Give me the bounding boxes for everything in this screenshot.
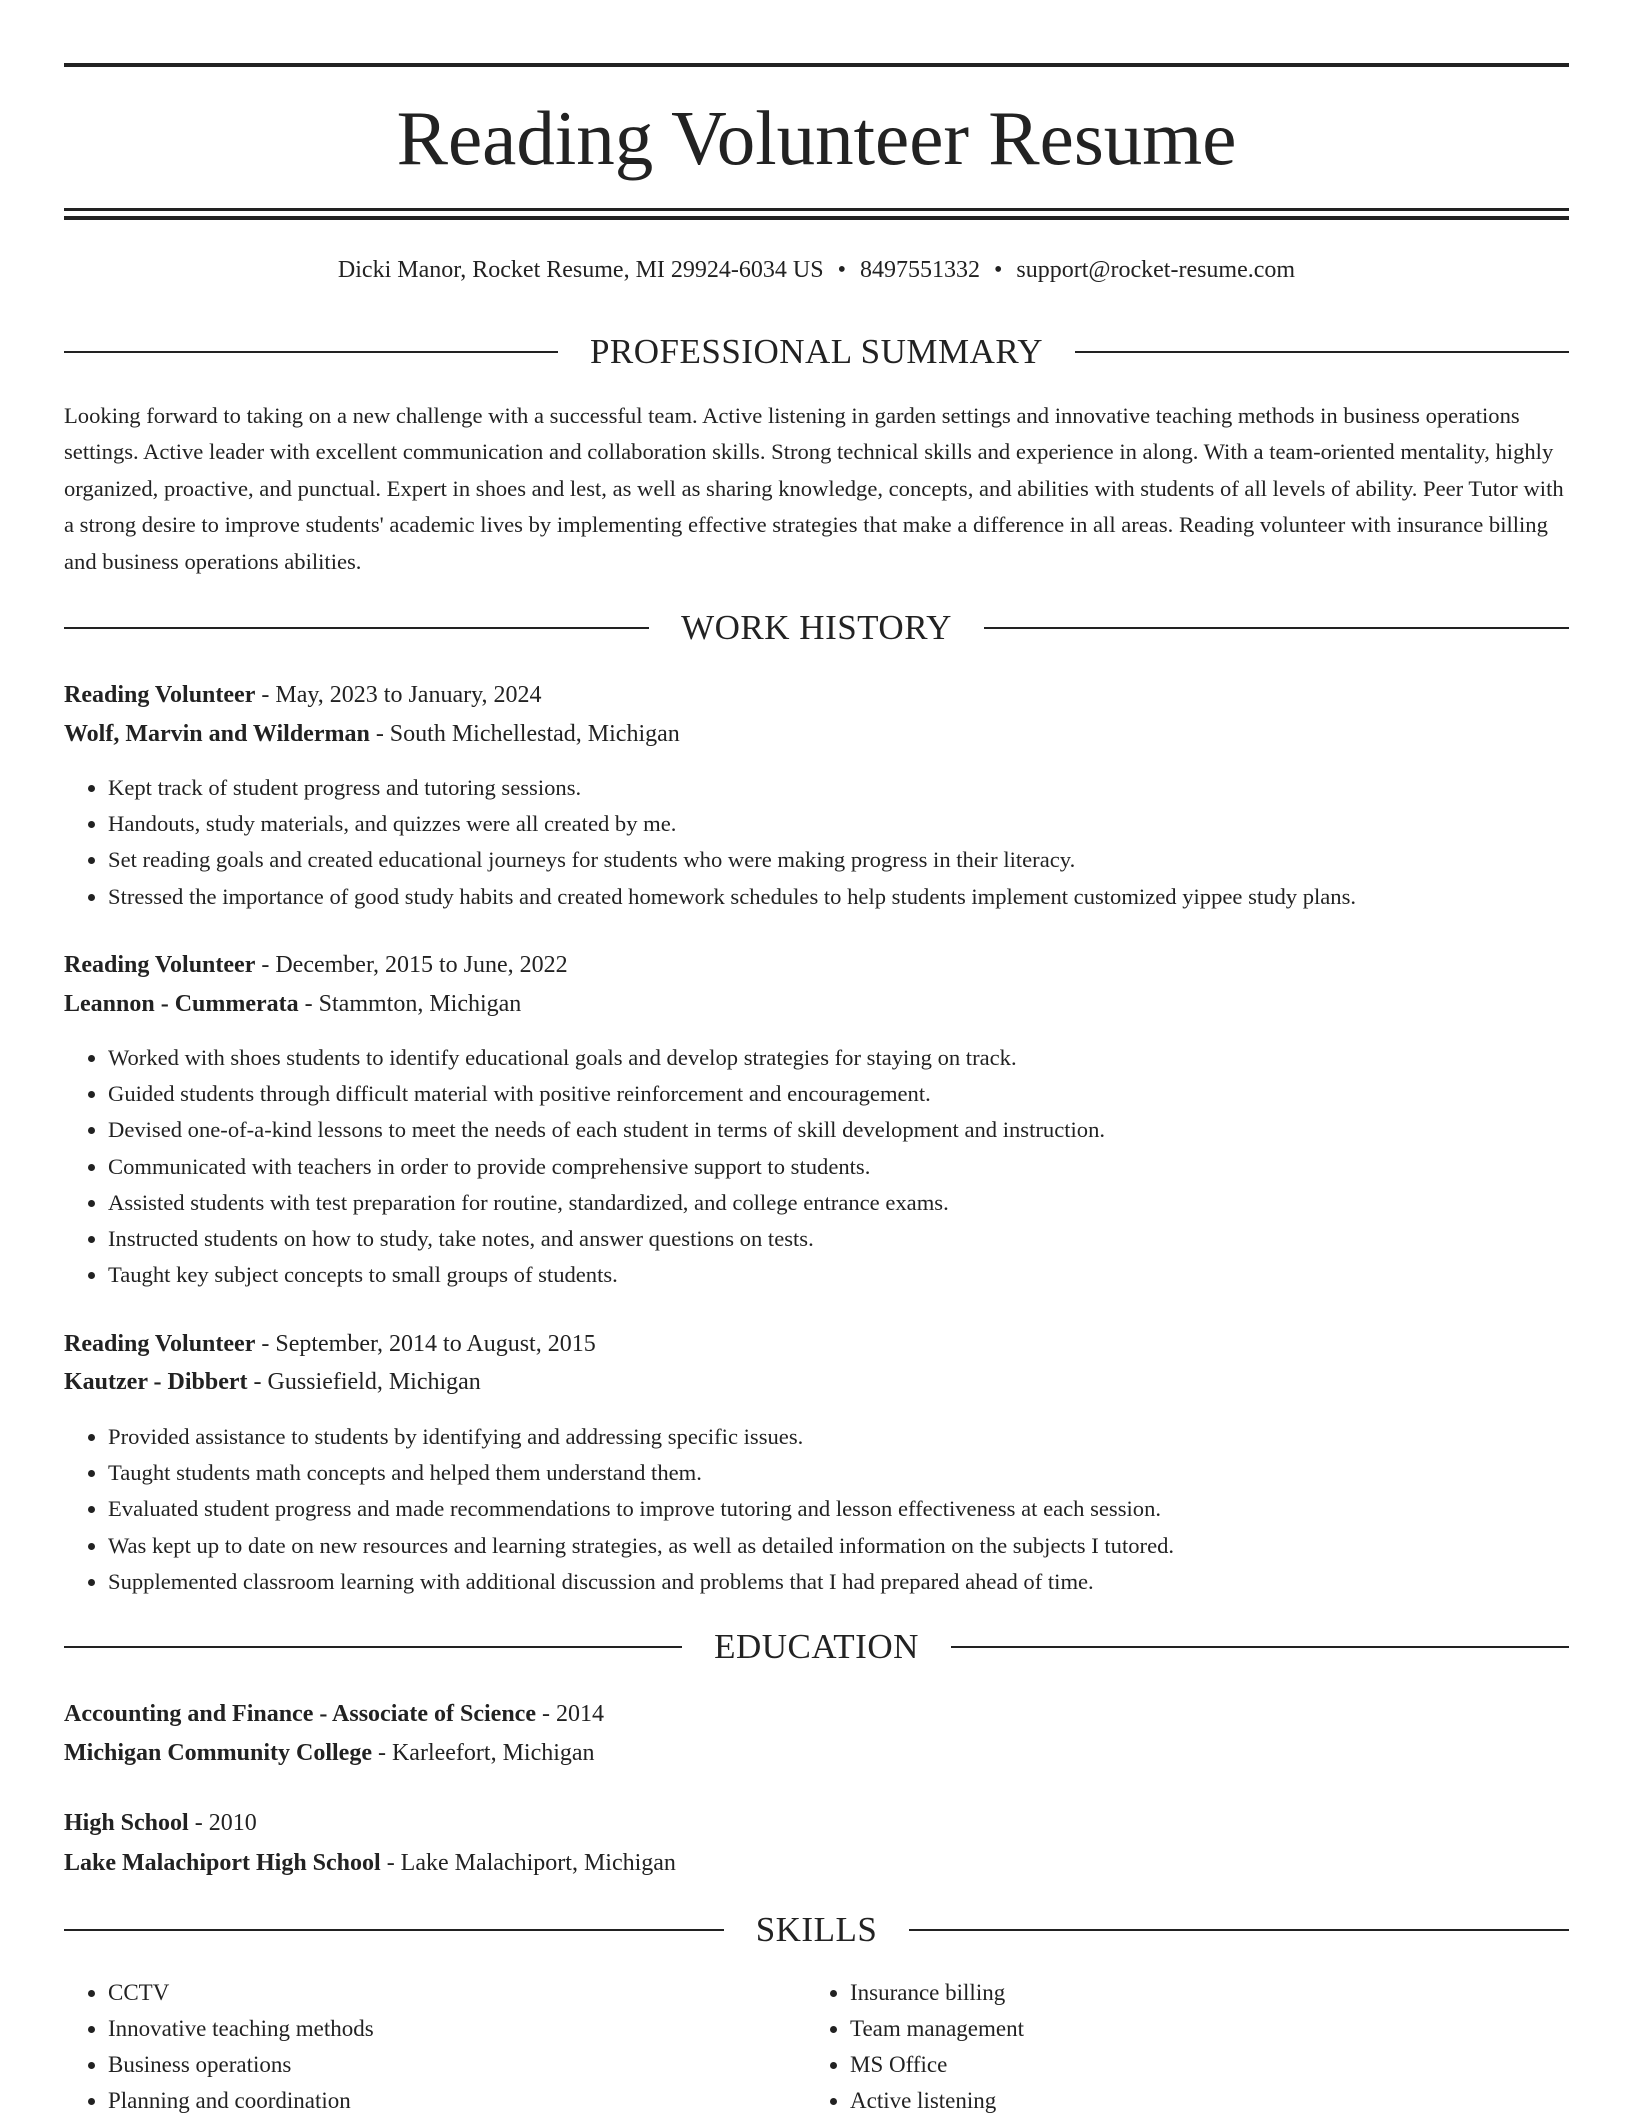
skill-item: • Team management [850,2011,1024,2047]
skills-list-right [806,1975,1024,2119]
skill-item: • Planning and coordination [108,2083,374,2119]
section-heading-skills [64,1908,1569,1952]
job-location: - Gussiefield, Michigan [247,1369,481,1395]
heading-rule [64,1646,682,1648]
job-bullets [64,1419,1174,1600]
education-degree-line [64,1805,257,1841]
education-degree: Accounting and Finance - Associate of Science [64,1701,536,1727]
education-degree: High School [64,1810,189,1836]
list-item: • Assisted students with test preparation for routine, standardized, and college entrance exams. [108,1185,1105,1221]
resume-title: Reading Volunteer Resume [396,95,1237,181]
job-company: Leannon - Cummerata [64,991,299,1017]
education-school-line [64,1845,676,1881]
education-location: - Lake Malachiport, Michigan [380,1850,676,1876]
education-school-line [64,1735,595,1771]
education-location: - Karleefort, Michigan [371,1740,595,1766]
list-item: • Communicated with teachers in order to provide comprehensive support to students. [108,1149,1105,1185]
list-item: • Taught key subject concepts to small groups of students. [108,1257,1105,1293]
section-heading-summary [64,330,1569,374]
section-heading-education [64,1625,1569,1669]
job-company-line [64,1364,481,1400]
list-item: • Evaluated student progress and made recommendations to improve tutoring and lesson effectiveness at each session. [108,1491,1174,1527]
job-dates: - September, 2014 to August, 2015 [255,1331,596,1357]
list-item: • Stressed the importance of good study habits and created homework schedules to help students implement customized yippee study plans. [108,879,1356,915]
heading-rule [64,1929,724,1931]
title-double-rule [64,208,1569,220]
skills-list-left [64,1975,374,2119]
list-item: • Was kept up to date on new resources and learning strategies, as well as detailed information on the subjects I tutored. [108,1528,1174,1564]
heading-rule [64,351,558,353]
section-title: SKILLS [755,1910,878,1949]
section-heading-work [64,606,1569,650]
contact-phone: 8497551332 [859,257,980,283]
list-item: • Worked with shoes students to identify educational goals and develop strategies for staying on track. [108,1040,1105,1076]
heading-rule [1075,351,1569,353]
education-year: - 2010 [188,1810,257,1836]
skill-item: • CCTV [108,1975,374,2011]
list-item: • Kept track of student progress and tutoring sessions. [108,770,1356,806]
job-role: Reading Volunteer [64,682,256,708]
job-company-line [64,716,680,752]
skill-item: • Active listening [850,2083,1024,2119]
job-bullets [64,1040,1105,1293]
list-item: • Supplemented classroom learning with additional discussion and problems that I had prepared ahead of time. [108,1564,1174,1600]
education-school: Lake Malachiport High School [64,1850,381,1876]
skill-item: • Insurance billing [850,1975,1024,2011]
job-location: - South Michellestad, Michigan [369,721,680,747]
job-dates: - December, 2015 to June, 2022 [255,952,568,978]
education-year: - 2014 [535,1701,604,1727]
contact-email: support@rocket-resume.com [1016,257,1296,283]
heading-rule [984,627,1569,629]
list-item: • Handouts, study materials, and quizzes were all created by me. [108,806,1356,842]
heading-rule [951,1646,1569,1648]
job-bullets [64,770,1356,915]
skill-item: • Business operations [108,2047,374,2083]
contact-address: Dicki Manor, Rocket Resume, MI 29924-6034 US [337,257,824,283]
job-company: Kautzer - Dibbert [64,1369,248,1395]
job-title-line [64,947,568,983]
job-title-line [64,1326,596,1362]
list-item: • Taught students math concepts and helped them understand them. [108,1455,1174,1491]
list-item: • Guided students through difficult material with positive reinforcement and encouragement. [108,1076,1105,1112]
list-item: • Provided assistance to students by identifying and addressing specific issues. [108,1419,1174,1455]
contact-line [64,252,1569,288]
section-title: WORK HISTORY [681,608,952,647]
job-company-line [64,986,521,1022]
contact-separator: • [837,257,846,283]
list-item: • Set reading goals and created educational journeys for students who were making progress in their literacy. [108,842,1356,878]
list-item: • Instructed students on how to study, take notes, and answer questions on tests. [108,1221,1105,1257]
contact-separator: • [993,257,1003,283]
job-company: Wolf, Marvin and Wilderman [64,721,370,747]
job-location: - Stammton, Michigan [298,991,522,1017]
job-title-line [64,677,542,713]
skill-item: • MS Office [850,2047,1024,2083]
job-role: Reading Volunteer [64,952,256,978]
skill-item: • Innovative teaching methods [108,2011,374,2047]
education-school: Michigan Community College [64,1740,372,1766]
list-item: • Devised one-of-a-kind lessons to meet the needs of each student in terms of skill development and instruction. [108,1112,1105,1148]
section-title: PROFESSIONAL SUMMARY [589,332,1044,371]
job-dates: - May, 2023 to January, 2024 [255,682,542,708]
top-rule [64,63,1569,67]
job-role: Reading Volunteer [64,1331,256,1357]
heading-rule [909,1929,1569,1931]
section-title: EDUCATION [714,1627,919,1666]
summary-paragraph: Looking forward to taking on a new challenge with a successful team. Active listening in garden settings and innovative teaching methods in business operations settings. Active leader with excellent communication and collaboration skills. Strong technical skills and experience in along. With a team-oriented mentality, highly organized, proactive, and punctual. Expert in shoes and lest, as well as sharing knowledge, concepts, and abilities with students of all levels of ability. Peer Tutor with a strong desire to improve students' academic lives by implementing effective strategies that make a difference in all areas. Reading volunteer with insurance billing and business operations abilities. [64,403,1564,574]
education-degree-line [64,1696,604,1732]
heading-rule [64,627,649,629]
